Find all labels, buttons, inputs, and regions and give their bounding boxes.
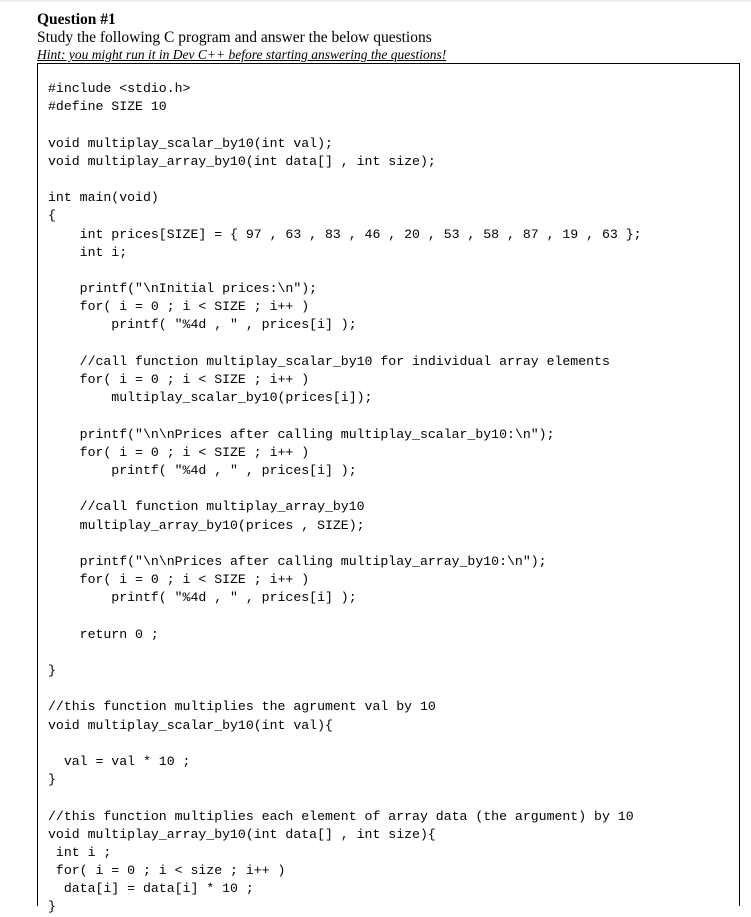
- code-line: [48, 789, 642, 807]
- code-line: [48, 171, 642, 189]
- code-line: //this function multiplies the agrument val by 10: [48, 699, 436, 715]
- code-line: printf( "%4d , " , prices[i] );: [48, 590, 357, 606]
- code-line: [48, 535, 642, 553]
- code-line: [48, 680, 642, 698]
- code-line: #define SIZE 10: [48, 99, 167, 115]
- top-divider: [0, 0, 751, 2]
- code-line: [48, 407, 642, 425]
- code-line: //this function multiplies each element of array data (the argument) by 10: [48, 808, 634, 824]
- code-line: for( i = 0 ; i < SIZE ; i++ ): [48, 372, 310, 387]
- code-line: [48, 607, 642, 625]
- code-line: [48, 335, 642, 353]
- question-instruction: Study the following C program and answer the below questions: [37, 29, 432, 46]
- code-line: val = val * 10 ;: [48, 753, 191, 769]
- code-line: return 0 ;: [48, 626, 159, 642]
- code-line: [48, 644, 642, 662]
- code-listing: [48, 80, 642, 917]
- code-line: for( i = 0 ; i < SIZE ; i++ ): [48, 299, 310, 315]
- code-line: void multiplay_scalar_by10(int val){: [48, 717, 333, 733]
- code-line: [48, 735, 642, 753]
- code-line: data[i] = data[i] * 10 ;: [48, 881, 254, 897]
- code-line: printf( "%4d , " , prices[i] );: [48, 462, 357, 478]
- code-line: [48, 116, 642, 134]
- code-line: multiplay_scalar_by10(prices[i]);: [48, 390, 373, 406]
- code-line: }: [48, 663, 56, 678]
- code-line: #include <stdio.h>: [48, 81, 191, 96]
- code-line: printf("\n\nPrices after calling multiplay_scalar_by10:\n");: [48, 426, 555, 442]
- code-box: [37, 63, 740, 915]
- question-title: Question #1: [37, 11, 116, 28]
- code-line: int prices[SIZE] = { 97 , 63 , 83 , 46 , 20 , 53 , 58 , 87 , 19 , 63 };: [48, 226, 642, 242]
- code-line: multiplay_array_by10(prices , SIZE);: [48, 517, 365, 533]
- code-line: //call function multiplay_array_by10: [48, 499, 365, 515]
- code-line: //call function multiplay_scalar_by10 for individual array elements: [48, 353, 610, 369]
- code-line: for( i = 0 ; i < SIZE ; i++ ): [48, 444, 310, 460]
- code-line: printf("\nInitial prices:\n");: [48, 281, 318, 297]
- question-hint: Hint: you might run it in Dev C++ before starting answering the questions!: [37, 47, 447, 62]
- code-line: int main(void): [48, 190, 159, 206]
- code-line: printf( "%4d , " , prices[i] );: [48, 317, 357, 333]
- code-line: int i ;: [48, 844, 112, 860]
- code-line: void multiplay_scalar_by10(int val);: [48, 135, 333, 151]
- question-header: [37, 10, 747, 63]
- code-line: void multiplay_array_by10(int data[] , int size){: [48, 826, 436, 842]
- code-line: for( i = 0 ; i < size ; i++ ): [48, 863, 286, 879]
- code-line: }: [48, 772, 56, 788]
- code-line: }: [48, 899, 56, 915]
- code-line: printf("\n\nPrices after calling multiplay_array_by10:\n");: [48, 553, 547, 569]
- code-line: {: [48, 208, 56, 224]
- code-line: for( i = 0 ; i < SIZE ; i++ ): [48, 572, 310, 588]
- code-line: [48, 480, 642, 498]
- code-line: [48, 262, 642, 280]
- code-line: int i;: [48, 244, 128, 260]
- code-line: void multiplay_array_by10(int data[] , int size);: [48, 153, 436, 169]
